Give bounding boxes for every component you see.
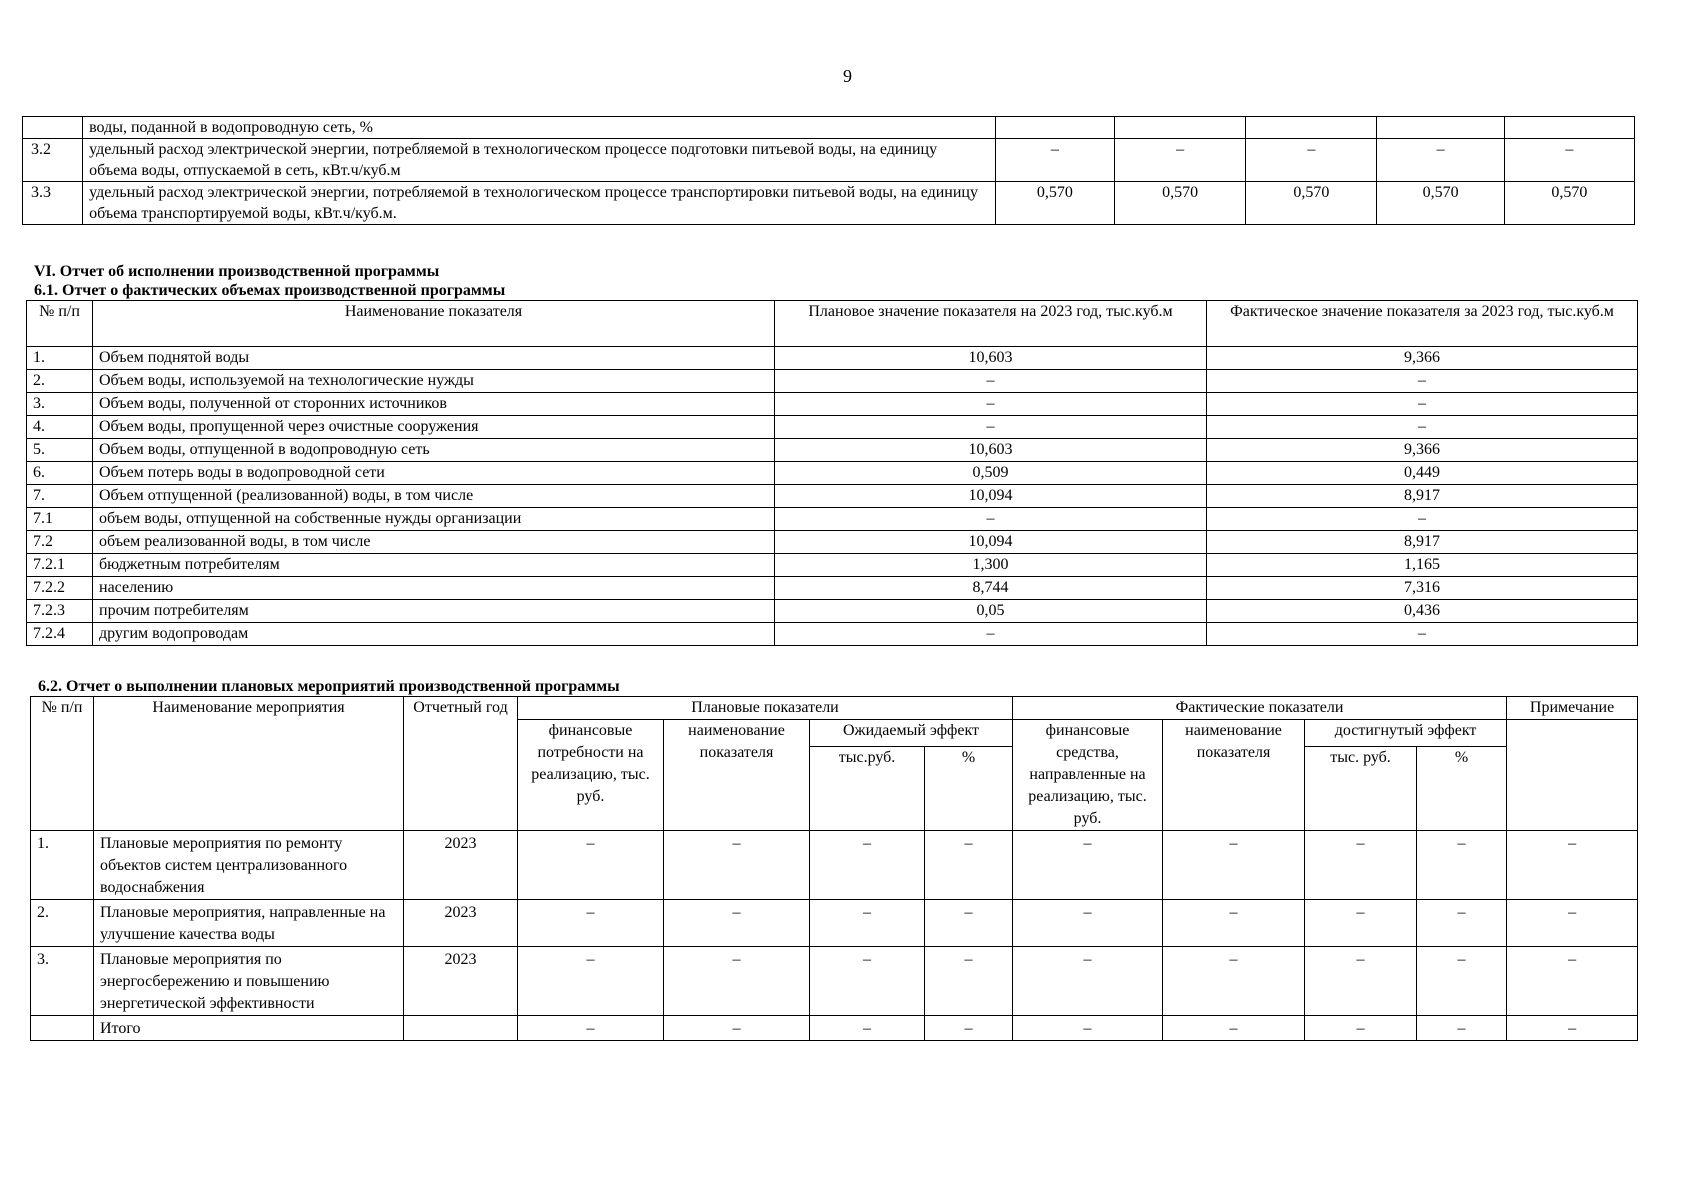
fact-rub-value: – <box>1305 1016 1417 1041</box>
table-row <box>27 577 1638 600</box>
fact-pct-value: – <box>1417 947 1507 1016</box>
indicator-value: 0,570 <box>995 182 1114 225</box>
indicator-name: удельный расход электрической энергии, потребляемой в технологическом процессе транспортировки питьевой воды, на единицу объема транспортируемой воды, кВт.ч/куб.м. <box>83 182 996 225</box>
plan-fin-value: – <box>518 947 664 1016</box>
header-fact-indicator: наименование показателя <box>1163 720 1305 831</box>
section-title: VI. Отчет об исполнении производственной программы <box>34 263 440 280</box>
subsection-title-6-2: 6.2. Отчет о выполнении плановых мероприятий производственной программы <box>38 678 620 695</box>
fact-fin-value: – <box>1013 1016 1163 1041</box>
plan-value: 10,603 <box>775 439 1207 462</box>
row-number: 5. <box>27 439 93 462</box>
indicator-value: 0,570 <box>1377 182 1504 225</box>
row-number: 7.1 <box>27 508 93 531</box>
row-number: 7.2.1 <box>27 554 93 577</box>
plan-value: 1,300 <box>775 554 1207 577</box>
plan-value: 8,744 <box>775 577 1207 600</box>
indicator-value <box>1115 117 1246 139</box>
header-fact: Фактическое значение показателя за 2023 год, тыс.куб.м <box>1207 301 1638 347</box>
plan-pct-value: – <box>925 831 1013 900</box>
header-plan-indicator: наименование показателя <box>664 720 810 831</box>
note-value: – <box>1507 1016 1638 1041</box>
fact-value: – <box>1207 370 1638 393</box>
indicator-value <box>995 117 1114 139</box>
table-row <box>31 947 1638 1016</box>
row-number: 1. <box>31 831 94 900</box>
header-num: № п/п <box>27 301 93 347</box>
fact-value: 9,366 <box>1207 439 1638 462</box>
fact-value: – <box>1207 623 1638 646</box>
plan-fin-value: – <box>518 1016 664 1041</box>
row-number: 6. <box>27 462 93 485</box>
fact-value: – <box>1207 393 1638 416</box>
row-number: 7.2.4 <box>27 623 93 646</box>
production-volumes-table <box>26 300 1638 646</box>
fact-fin-value: – <box>1013 947 1163 1016</box>
indicator-value: – <box>1115 139 1246 182</box>
plan-rub-value: – <box>810 947 925 1016</box>
fact-value: 1,165 <box>1207 554 1638 577</box>
header-name: Наименование показателя <box>93 301 775 347</box>
header-plan-rub: тыс.руб. <box>810 747 925 831</box>
note-value: – <box>1507 831 1638 900</box>
indicator-value: 0,570 <box>1246 182 1377 225</box>
page-number: 9 <box>843 66 852 86</box>
plan-indicator-value: – <box>664 947 810 1016</box>
row-number: 3. <box>27 393 93 416</box>
table-row <box>27 531 1638 554</box>
table-row <box>23 182 1635 225</box>
year-value: 2023 <box>404 831 518 900</box>
row-number: 2. <box>31 900 94 947</box>
fact-fin-value: – <box>1013 831 1163 900</box>
measure-name: Плановые мероприятия, направленные на улучшение качества воды <box>94 900 404 947</box>
indicator-name: воды, поданной в водопроводную сеть, % <box>83 117 996 139</box>
header-plan-effect: Ожидаемый эффект <box>810 720 1013 747</box>
plan-indicator-value: – <box>664 900 810 947</box>
plan-indicator-value: – <box>664 1016 810 1041</box>
row-number: 7.2 <box>27 531 93 554</box>
fact-fin-value: – <box>1013 900 1163 947</box>
fact-rub-value: – <box>1305 947 1417 1016</box>
plan-value: 10,094 <box>775 531 1207 554</box>
fact-indicator-value: – <box>1163 831 1305 900</box>
plan-value: – <box>775 370 1207 393</box>
header-fact-pct: % <box>1417 747 1507 831</box>
fact-indicator-value: – <box>1163 900 1305 947</box>
table-row <box>27 393 1638 416</box>
plan-value: – <box>775 508 1207 531</box>
indicator-name: объем реализованной воды, в том числе <box>93 531 775 554</box>
year-value: 2023 <box>404 947 518 1016</box>
indicator-name: Объем воды, отпущенной в водопроводную сеть <box>93 439 775 462</box>
fact-pct-value: – <box>1417 831 1507 900</box>
table-row <box>31 1016 1638 1041</box>
indicator-name: Объем поднятой воды <box>93 347 775 370</box>
header-plan: Плановое значение показателя на 2023 год, тыс.куб.м <box>775 301 1207 347</box>
row-number: 3.2 <box>23 139 83 182</box>
header-note-empty <box>1507 720 1638 831</box>
indicator-name: Объем отпущенной (реализованной) воды, в том числе <box>93 485 775 508</box>
measure-name: Плановые мероприятия по ремонту объектов систем централизованного водоснабжения <box>94 831 404 900</box>
planned-measures-table <box>30 696 1638 1041</box>
indicator-name: Объем воды, используемой на технологические нужды <box>93 370 775 393</box>
plan-indicator-value: – <box>664 831 810 900</box>
header-fact-fin: финансовые средства, направленные на реализацию, тыс. руб. <box>1013 720 1163 831</box>
indicator-name: бюджетным потребителям <box>93 554 775 577</box>
measure-name: Плановые мероприятия по энергосбережению и повышению энергетической эффективности <box>94 947 404 1016</box>
plan-value: 10,603 <box>775 347 1207 370</box>
row-number: 3. <box>31 947 94 1016</box>
indicator-value: – <box>1377 139 1504 182</box>
header-fact-group: Фактические показатели <box>1013 697 1507 720</box>
fact-rub-value: – <box>1305 900 1417 947</box>
table-row <box>27 462 1638 485</box>
plan-value: – <box>775 393 1207 416</box>
indicator-value: – <box>1246 139 1377 182</box>
header-plan-fin: финансовые потребности на реализацию, тыс. руб. <box>518 720 664 831</box>
fact-value: 7,316 <box>1207 577 1638 600</box>
plan-value: 0,509 <box>775 462 1207 485</box>
indicator-name: Объем потерь воды в водопроводной сети <box>93 462 775 485</box>
fact-indicator-value: – <box>1163 947 1305 1016</box>
plan-pct-value: – <box>925 900 1013 947</box>
fact-indicator-value: – <box>1163 1016 1305 1041</box>
table-row <box>27 439 1638 462</box>
indicator-value: 0,570 <box>1115 182 1246 225</box>
row-number: 3.3 <box>23 182 83 225</box>
year-value <box>404 1016 518 1041</box>
fact-value: 0,449 <box>1207 462 1638 485</box>
indicator-value <box>1377 117 1504 139</box>
table-row <box>23 139 1635 182</box>
plan-value: – <box>775 623 1207 646</box>
table-row <box>27 508 1638 531</box>
plan-fin-value: – <box>518 831 664 900</box>
indicator-value: – <box>995 139 1114 182</box>
table-row <box>27 600 1638 623</box>
table-row <box>31 831 1638 900</box>
header-num: № п/п <box>31 697 94 831</box>
subsection-title-6-1: 6.1. Отчет о фактических объемах производственной программы <box>34 282 506 299</box>
fact-pct-value: – <box>1417 900 1507 947</box>
indicator-value: 0,570 <box>1504 182 1634 225</box>
table-row <box>27 416 1638 439</box>
table-row <box>27 347 1638 370</box>
row-number <box>23 117 83 139</box>
plan-pct-value: – <box>925 947 1013 1016</box>
measure-name: Итого <box>94 1016 404 1041</box>
row-number: 4. <box>27 416 93 439</box>
indicator-value: – <box>1504 139 1634 182</box>
plan-value: 10,094 <box>775 485 1207 508</box>
header-plan-pct: % <box>925 747 1013 831</box>
note-value: – <box>1507 900 1638 947</box>
table-row <box>27 370 1638 393</box>
plan-rub-value: – <box>810 1016 925 1041</box>
plan-value: 0,05 <box>775 600 1207 623</box>
table-row <box>27 554 1638 577</box>
row-number: 1. <box>27 347 93 370</box>
fact-value: – <box>1207 508 1638 531</box>
header-plan-group: Плановые показатели <box>518 697 1013 720</box>
header-fact-rub: тыс. руб. <box>1305 747 1417 831</box>
indicator-name: объем воды, отпущенной на собственные нужды организации <box>93 508 775 531</box>
fact-value: 0,436 <box>1207 600 1638 623</box>
plan-rub-value: – <box>810 831 925 900</box>
row-number: 7.2.2 <box>27 577 93 600</box>
row-number: 2. <box>27 370 93 393</box>
plan-rub-value: – <box>810 900 925 947</box>
header-note: Примечание <box>1507 697 1638 720</box>
fact-value: 8,917 <box>1207 531 1638 554</box>
fact-value: 9,366 <box>1207 347 1638 370</box>
table-row <box>31 900 1638 947</box>
fact-pct-value: – <box>1417 1016 1507 1041</box>
plan-fin-value: – <box>518 900 664 947</box>
indicator-value <box>1504 117 1634 139</box>
plan-pct-value: – <box>925 1016 1013 1041</box>
indicator-name: другим водопроводам <box>93 623 775 646</box>
fact-value: – <box>1207 416 1638 439</box>
header-measure-name: Наименование мероприятия <box>94 697 404 831</box>
indicators-table-continued <box>22 116 1635 225</box>
header-fact-effect: достигнутый эффект <box>1305 720 1507 747</box>
row-number <box>31 1016 94 1041</box>
row-number: 7.2.3 <box>27 600 93 623</box>
indicator-name: Объем воды, пропущенной через очистные сооружения <box>93 416 775 439</box>
header-year: Отчетный год <box>404 697 518 831</box>
table-row <box>27 485 1638 508</box>
table-row <box>27 623 1638 646</box>
indicator-name: удельный расход электрической энергии, потребляемой в технологическом процессе подготовки питьевой воды, на единицу объема воды, отпускаемой в сеть, кВт.ч/куб.м <box>83 139 996 182</box>
row-number: 7. <box>27 485 93 508</box>
plan-value: – <box>775 416 1207 439</box>
note-value: – <box>1507 947 1638 1016</box>
indicator-name: населению <box>93 577 775 600</box>
table-row <box>23 117 1635 139</box>
fact-rub-value: – <box>1305 831 1417 900</box>
year-value: 2023 <box>404 900 518 947</box>
indicator-name: Объем воды, полученной от сторонних источников <box>93 393 775 416</box>
indicator-name: прочим потребителям <box>93 600 775 623</box>
indicator-value <box>1246 117 1377 139</box>
fact-value: 8,917 <box>1207 485 1638 508</box>
